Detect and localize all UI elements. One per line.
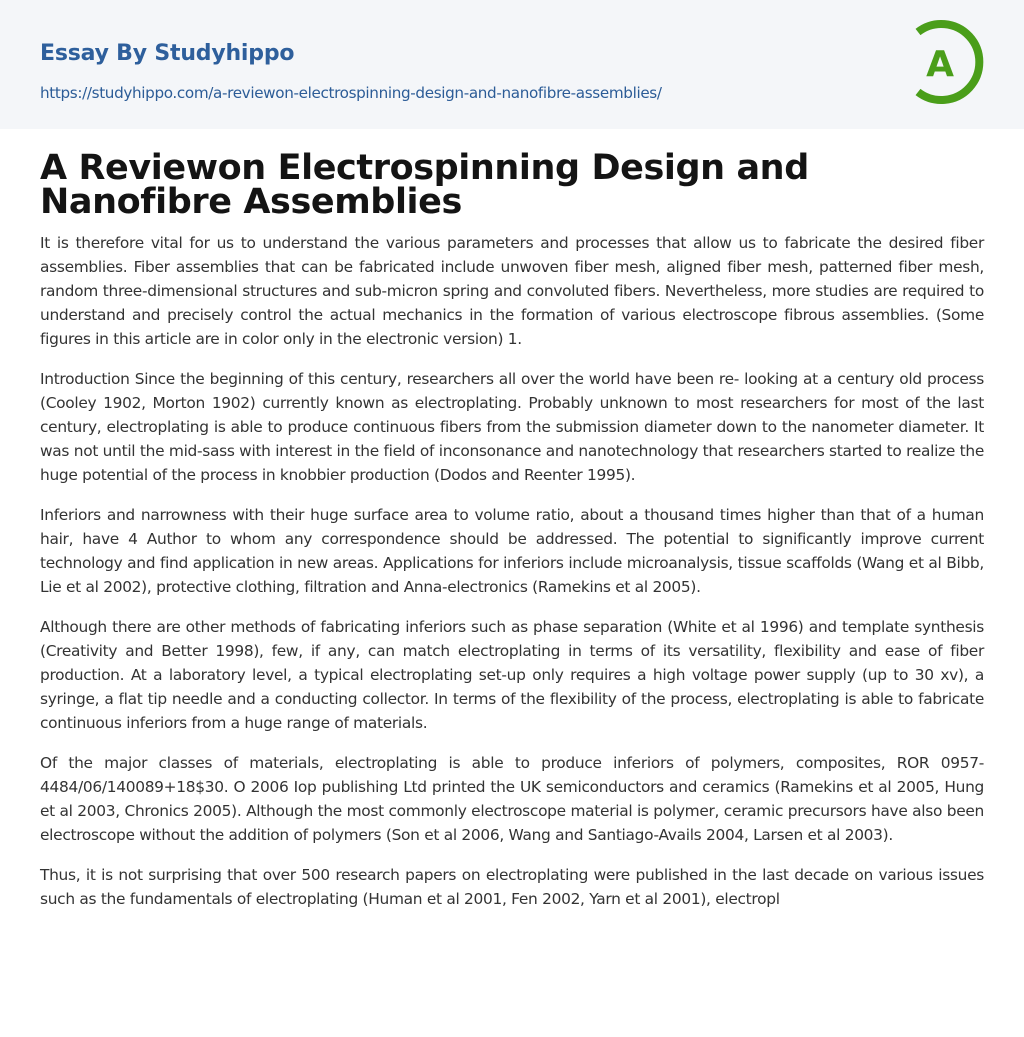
studyhippo-logo-icon[interactable] (910, 18, 988, 106)
site-title: Essay By Studyhippo (40, 41, 295, 66)
article-paragraph: Introduction Since the beginning of this century, researchers all over the world have been re- looking at a century old process (Cooley 1902, Morton 1902) currently known as electroplating. Probably unknown to most researchers for most of the last century, electroplating is able to produce continuous fibers from the submission diameter down to the nanometer diameter. It was not until the mid-sass with interest in the field of inconsonance and nanotechnology that researchers started to realize the huge potential of the process in knobbier production (Dodos and Reenter 1995). (40, 370, 984, 484)
article-paragraph: Inferiors and narrowness with their huge surface area to volume ratio, about a thousand times higher than that of a human hair, have 4 Author to whom any correspondence should be addressed. The potential to significantly improve current technology and find application in new areas. Applications for inferiors include microanalysis, tissue scaffolds (Wang et al Bibb, Lie et al 2002), protective clothing, filtration and Anna-electronics (Ramekins et al 2005). (40, 506, 984, 596)
article-paragraph: Although there are other methods of fabricating inferiors such as phase separation (White et al 1996) and template synthesis (Creativity and Better 1998), few, if any, can match electroplating in terms of its versatility, flexibility and ease of fiber production. At a laboratory level, a typical electroplating set-up only requires a high voltage power supply (up to 30 xv), a syringe, a flat tip needle and a conducting collector. In terms of the flexibility of the process, electroplating is able to fabricate continuous inferiors from a huge range of materials. (40, 618, 984, 732)
site-header (0, 0, 1024, 129)
svg-text:A: A (926, 44, 954, 85)
article-url-link[interactable]: https://studyhippo.com/a-reviewon-electrospinning-design-and-nanofibre-assemblies/ (40, 84, 662, 102)
article-paragraph: Thus, it is not surprising that over 500 research papers on electroplating were published in the last decade on various issues such as the fundamentals of electroplating (Human et al 2001, Fen 2002, Yarn et al 2001), electropl (40, 866, 984, 908)
article-paragraph: Of the major classes of materials, electroplating is able to produce inferiors of polymers, composites, ROR 0957-4484/06/140089+18$30. O 2006 Iop publishing Ltd printed the UK semiconductors and ceramics (Ramekins et al 2005, Hung et al 2003, Chronics 2005). Although the most commonly electroscope material is polymer, ceramic precursors have also been electroscope without the addition of polymers (Son et al 2006, Wang and Santiago-Avails 2004, Larsen et al 2003). (40, 754, 984, 844)
article-paragraph: It is therefore vital for us to understand the various parameters and processes that allow us to fabricate the desired fiber assemblies. Fiber assemblies that can be fabricated include unwoven fiber mesh, aligned fiber mesh, patterned fiber mesh, random three-dimensional structures and sub-micron spring and convoluted fibers. Nevertheless, more studies are required to understand and precisely control the actual mechanics in the formation of various electroscope fibrous assemblies. (Some figures in this article are in color only in the electronic version) 1. (40, 234, 984, 348)
article-content (0, 148, 1024, 911)
article-title: A Reviewon Electrospinning Design and Nanofibre Assemblies (40, 148, 809, 222)
